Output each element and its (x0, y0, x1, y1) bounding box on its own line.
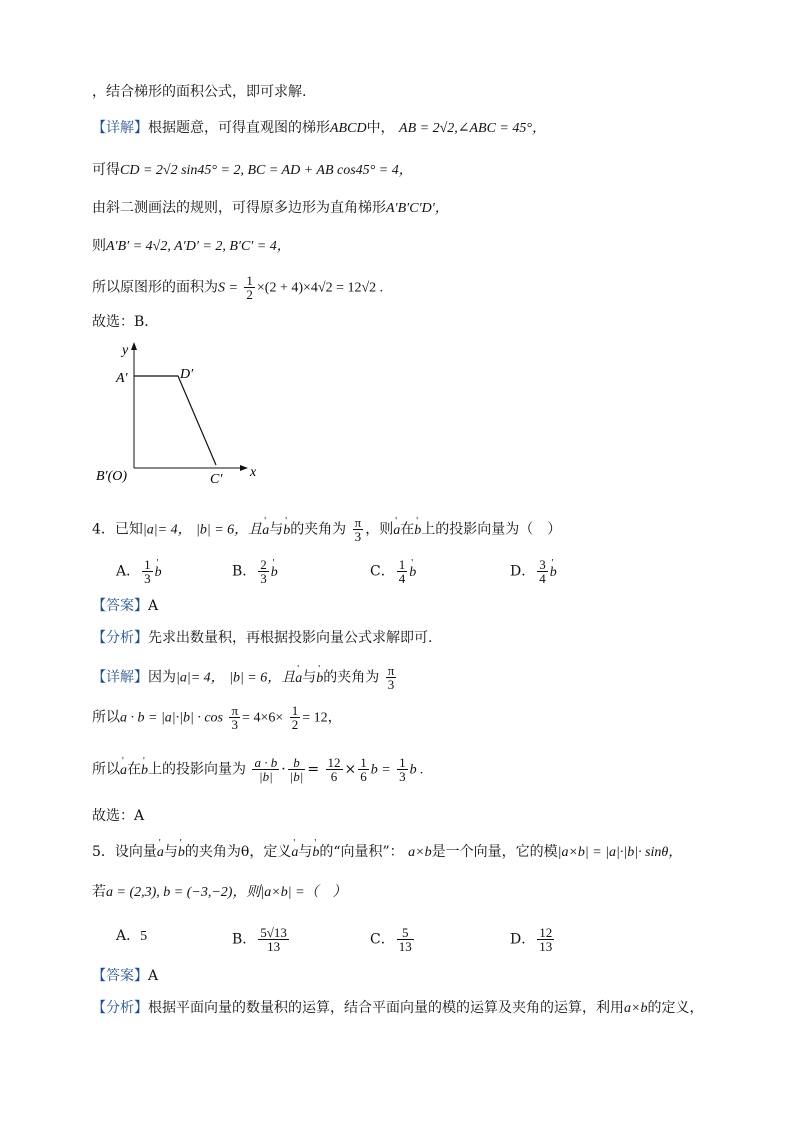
option-label: B． (232, 563, 257, 580)
q4-answer (92, 596, 158, 616)
text-ze: 则 (92, 238, 106, 254)
q5-angle: 的夹角为θ，定义 (184, 844, 292, 860)
dot-product: a · b = |a|·|b| · cos (120, 710, 224, 726)
option-fraction (537, 558, 548, 585)
line2-prefix: 所以 (92, 709, 120, 726)
detail-line-4 (92, 236, 291, 257)
cos-pi: π (231, 703, 239, 718)
frac-1-6 (358, 756, 369, 783)
q5-line-2 (92, 882, 347, 903)
option-label: D． (510, 931, 536, 948)
option-vec: ' b (155, 563, 162, 583)
trapezoid-figure (92, 338, 272, 488)
cos-fraction (229, 704, 240, 731)
half-den-2: 2 (291, 717, 299, 732)
q4-angle-text: 的夹角为 (290, 521, 347, 538)
proj-fraction-2 (288, 756, 306, 783)
cos-three: 3 (231, 717, 238, 732)
detail-text-b: 中， (366, 120, 395, 136)
answer-value: A (148, 968, 159, 984)
option-fraction (142, 558, 153, 585)
q5-option-d[interactable] (510, 926, 556, 953)
q5-vec-a: ' a (157, 843, 164, 863)
num-1: 1 (360, 755, 367, 770)
option-vec: ' b (409, 563, 416, 583)
line3-vec-a: ' a (120, 761, 127, 781)
area-text: 所以原图形的面积为 (92, 279, 218, 296)
q4-option-b[interactable] (232, 558, 278, 585)
option-num: 1 (144, 557, 151, 572)
detail-angle: 的夹角为 (323, 669, 380, 686)
intro-text: ，结合梯形的面积公式，即可求解. (92, 84, 307, 100)
line2-end: = 12， (302, 710, 342, 726)
q5-cross: a×b (408, 845, 432, 860)
option-label: C． (370, 563, 395, 580)
q5-text: 是一个向量，它的模 (431, 844, 558, 860)
detail-text: 根据题意，可得直观图的梯形 (148, 120, 330, 136)
option-num: 12 (539, 925, 553, 940)
analysis-text: 根据平面向量的数量积的运算，结合平面向量的模的运算及夹角的运算，利用 (148, 1000, 624, 1016)
den-6: 6 (330, 769, 338, 784)
q4-tail-c: 上的投影向量为（ ） (421, 521, 562, 538)
q4-a-mod: |a|= 4， (142, 522, 192, 538)
label-x: x (250, 465, 257, 480)
q4-vec-b: ' b (283, 521, 290, 541)
half-num: 1 (246, 273, 253, 288)
option-den: 13 (539, 939, 553, 954)
polygon-name: A′B′C′D′， (386, 201, 449, 216)
cd-equation: CD = 2√2 sin45° = 2, BC = AD + AB cos45° = 4， (120, 163, 413, 178)
line3-prefix: 所以 (92, 761, 120, 778)
x-arrow (240, 465, 248, 471)
frac-12-6 (326, 756, 343, 783)
q4-option-a[interactable] (116, 558, 162, 585)
option-den: 3 (260, 571, 267, 586)
q4-detail-2 (92, 704, 342, 731)
q5-vec-b2: ' b (312, 843, 319, 863)
q5-with-2: 与 (298, 844, 313, 860)
area-equation: ×(2 + 4)×4√2 = 12√2 . (256, 280, 384, 296)
q5-define: 的“向量积”： (319, 844, 404, 860)
option-label: B． (232, 931, 257, 948)
q4-tail-b: 在 (400, 521, 415, 538)
proj-fraction-1 (252, 756, 279, 783)
line3-zai: 在 (127, 761, 141, 778)
option-num: 3 (539, 557, 546, 572)
option-label: C． (370, 931, 395, 948)
y-arrow (131, 342, 137, 350)
q4-option-c[interactable] (370, 558, 416, 585)
proj-den-2: |b| (289, 769, 304, 784)
option-num: 1 (398, 557, 406, 572)
option-den: 13 (267, 939, 281, 954)
q4-three: 3 (354, 529, 362, 544)
q4-vec-a2: ' a (393, 521, 400, 541)
detail-line-3 (92, 198, 449, 219)
q5-with: 与 (163, 844, 178, 860)
proj-num: a · b (254, 755, 278, 770)
label-a: A′ (116, 371, 128, 386)
num-12: 12 (327, 755, 341, 770)
option-den: 4 (398, 571, 406, 586)
option-fraction (537, 926, 554, 953)
option-num: 5√13 (260, 925, 287, 940)
option-vec: ' b (550, 563, 557, 583)
intro-line (92, 82, 306, 102)
q5-stem (92, 842, 682, 863)
analysis-end: 的定义， (647, 1000, 704, 1016)
text-kede: 可得 (92, 162, 120, 178)
option-fraction (258, 558, 269, 585)
q4-stem (92, 516, 561, 543)
detail-fraction (386, 664, 397, 691)
q5-option-b[interactable] (232, 926, 291, 953)
q4-tail-a: ，则 (365, 521, 394, 538)
detail-line-2 (92, 160, 413, 181)
q4-angle-fraction (353, 516, 364, 543)
q5-prefix: 5．设向量 (92, 844, 157, 860)
detail-tag: 【详解】 (92, 669, 148, 686)
choose-b: 故选：B. (92, 314, 149, 330)
q5-vec-b: ' b (178, 843, 185, 863)
q4-detail-1 (92, 664, 398, 691)
option-label: A． (116, 928, 141, 944)
half-fraction (244, 274, 255, 301)
detail-vec-b: ' b (316, 669, 323, 689)
ab-equation: AB = 2√2,∠ABC = 45°， (399, 121, 546, 136)
q4-prefix: 4．已知 (92, 521, 143, 538)
line2-rest: = 4×6× (242, 710, 284, 726)
q4-b-mod: |b| = 6，且 (196, 522, 263, 538)
proj-num-2: b (288, 756, 306, 770)
option-label: D． (510, 563, 536, 580)
detail-line-1 (92, 118, 546, 139)
detail-a-mod: |a|= 4， (176, 670, 225, 686)
den-3: 3 (399, 769, 406, 784)
answer-tag: 【答案】 (92, 968, 148, 984)
answer-tag: 【答案】 (92, 598, 148, 614)
detail-with: 与 (302, 669, 317, 686)
analysis-tag: 【分析】 (92, 630, 148, 646)
den-6b: 6 (360, 769, 367, 784)
answer-value: A (148, 598, 159, 614)
option-label: A． (116, 563, 141, 580)
half-den: 2 (246, 287, 253, 302)
rule-text: 由斜二测画法的规则，可得原多边形为直角梯形 (92, 200, 386, 216)
option-fraction (397, 558, 408, 585)
option-vec: ' b (271, 563, 278, 583)
option-fraction (258, 926, 289, 953)
q4-detail-3: 所以' a在' b上的投影向量为 $\frac{a \cdot b}{|b|}$ · $\frac{b}{|b|}$ = $\frac{12}{6}$ × $\frac{1}{6}$ b = $\frac{1}{3}$ b . (92, 756, 424, 783)
option-num: 2 (260, 557, 267, 572)
detail-yinwei: 因为 (148, 669, 176, 686)
label-b: B′(O) (96, 469, 128, 484)
equals: = (307, 761, 320, 778)
analysis-cross: a×b (624, 1001, 648, 1016)
q4-choose (92, 806, 144, 826)
b-equals: b = (370, 762, 391, 778)
option-den: 4 (539, 571, 546, 586)
option-fraction (397, 926, 414, 953)
b-end: b . (409, 762, 424, 778)
q5-vectors: a = (2,3), b = (−3,−2)，则 (106, 885, 261, 900)
q5-option-a[interactable] (116, 926, 147, 947)
label-c: C′ (210, 472, 223, 487)
frac-1-3 (397, 756, 408, 783)
q4-option-d[interactable] (510, 558, 557, 585)
option-value: 5 (140, 929, 148, 944)
analysis-text: 先求出数量积，再根据投影向量公式求解即可. (148, 630, 433, 646)
q5-option-c[interactable] (370, 926, 416, 953)
option-num: 5 (397, 926, 414, 940)
proj-den: |b| (259, 769, 273, 784)
side-equation: A′B′ = 4√2, A′D′ = 2, B′C′ = 4， (106, 239, 291, 254)
half-fraction-2 (290, 704, 301, 731)
q5-vec-a2: ' a (291, 843, 298, 863)
half-num-2: 1 (291, 703, 299, 718)
q4-vec-b2: ' b (414, 521, 421, 541)
line3-text: 上的投影向量为 (148, 761, 246, 778)
option-den: 3 (144, 571, 151, 586)
label-y: y (122, 343, 129, 358)
q5-ruo: 若 (92, 884, 106, 900)
analysis-tag: 【分析】 (92, 1000, 148, 1016)
area-symbol: S = (218, 280, 238, 296)
q5-question: |a×b| =（ ） (260, 885, 347, 900)
q4-with: 与 (269, 521, 284, 538)
q5-cross-mod: |a×b| = |a|·|b|· sinθ， (557, 845, 683, 860)
num-1b: 1 (399, 755, 406, 770)
trapezoid-shape (134, 376, 216, 465)
label-d: D′ (180, 367, 194, 382)
detail-three: 3 (387, 677, 395, 692)
choose-b-line (92, 312, 149, 332)
q4-analysis (92, 628, 432, 648)
q4-vec-a: ' a (262, 521, 269, 541)
option-den: 13 (398, 939, 412, 954)
detail-pi: π (387, 663, 395, 678)
q5-analysis (92, 998, 703, 1019)
detail-b-mod: |b| = 6，且 (229, 670, 296, 686)
trapezoid-name: ABCD (330, 121, 367, 136)
choose-a: 故选：A (92, 808, 145, 824)
line3-vec-b: ' b (141, 761, 148, 781)
detail-tag: 【详解】 (92, 120, 148, 136)
detail-line-5 (92, 274, 383, 301)
q5-answer (92, 966, 158, 986)
detail-vec-a: ' a (295, 669, 302, 689)
q4-pi: π (354, 515, 362, 530)
